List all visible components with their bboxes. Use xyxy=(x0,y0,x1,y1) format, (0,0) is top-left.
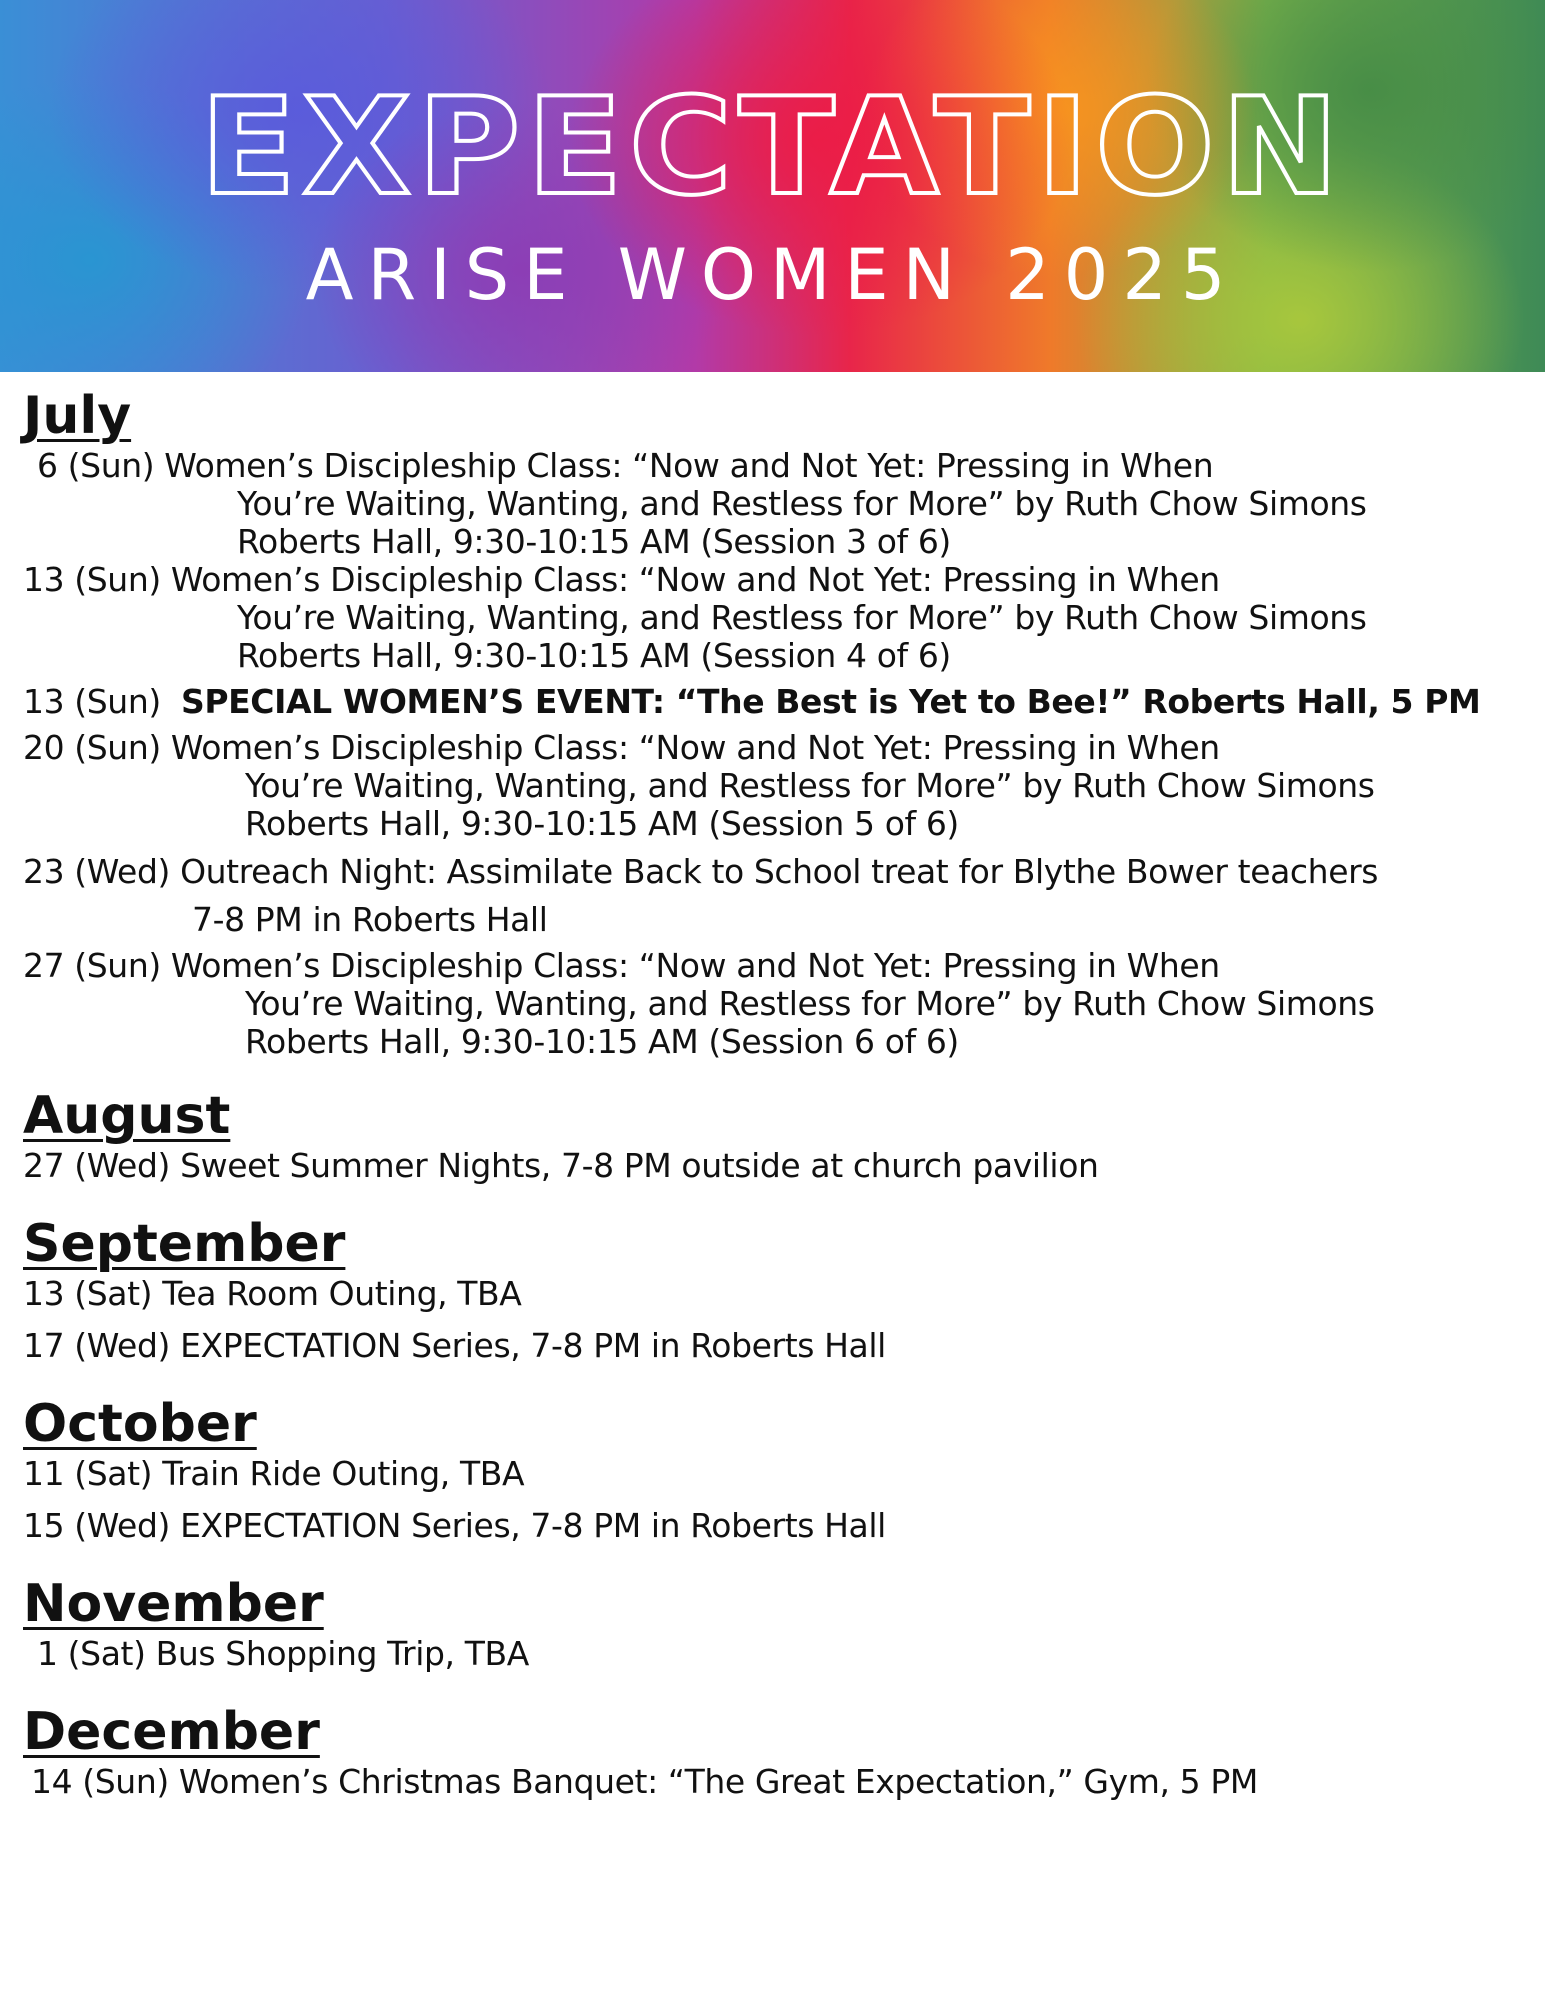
banner-title: EXPECTATION xyxy=(199,69,1346,225)
month-heading-august: August xyxy=(23,1086,231,1146)
event-line: Roberts Hall, 9:30-10:15 AM (Session 3 of 6) xyxy=(237,522,951,561)
event-line: Roberts Hall, 9:30-10:15 AM (Session 4 of 6) xyxy=(237,636,951,675)
event-line: 17 (Wed) EXPECTATION Series, 7-8 PM in Roberts Hall xyxy=(23,1326,886,1365)
month-heading-december: December xyxy=(23,1702,320,1762)
special-event-date: 13 (Sun) xyxy=(23,682,161,721)
event-line: You’re Waiting, Wanting, and Restless for More” by Ruth Chow Simons xyxy=(237,598,1367,637)
month-heading-july: July xyxy=(23,386,132,446)
event-line: 13 (Sat) Tea Room Outing, TBA xyxy=(23,1274,522,1313)
event-line: 15 (Wed) EXPECTATION Series, 7-8 PM in Roberts Hall xyxy=(23,1506,886,1545)
event-line: You’re Waiting, Wanting, and Restless for More” by Ruth Chow Simons xyxy=(245,984,1375,1023)
month-heading-november: November xyxy=(23,1574,324,1634)
event-line: 20 (Sun) Women’s Discipleship Class: “Now and Not Yet: Pressing in When xyxy=(23,728,1220,767)
event-line: 27 (Wed) Sweet Summer Nights, 7-8 PM outside at church pavilion xyxy=(23,1146,1099,1185)
event-line: 13 (Sun) Women’s Discipleship Class: “Now and Not Yet: Pressing in When xyxy=(23,560,1220,599)
event-line: 14 (Sun) Women’s Christmas Banquet: “The Great Expectation,” Gym, 5 PM xyxy=(31,1762,1258,1801)
header-banner xyxy=(0,0,1545,372)
event-line: 23 (Wed) Outreach Night: Assimilate Back to School treat for Blythe Bower teachers xyxy=(23,852,1379,891)
special-event-line xyxy=(23,683,1528,721)
event-line: You’re Waiting, Wanting, and Restless for More” by Ruth Chow Simons xyxy=(245,766,1375,805)
event-line: 1 (Sat) Bus Shopping Trip, TBA xyxy=(37,1634,529,1673)
event-line: 11 (Sat) Train Ride Outing, TBA xyxy=(23,1454,525,1493)
special-event-title: SPECIAL WOMEN’S EVENT: “The Best is Yet to Bee!” Roberts Hall, 5 PM xyxy=(181,682,1481,721)
month-heading-september: September xyxy=(23,1214,346,1274)
month-heading-october: October xyxy=(23,1394,257,1454)
calendar-content xyxy=(23,385,1528,1801)
event-line: 7-8 PM in Roberts Hall xyxy=(192,900,548,939)
event-line: 6 (Sun) Women’s Discipleship Class: “Now and Not Yet: Pressing in When xyxy=(37,446,1214,485)
event-line: You’re Waiting, Wanting, and Restless for More” by Ruth Chow Simons xyxy=(237,484,1367,523)
event-line: Roberts Hall, 9:30-10:15 AM (Session 5 of 6) xyxy=(245,804,959,843)
event-line: Roberts Hall, 9:30-10:15 AM (Session 6 of 6) xyxy=(245,1022,959,1061)
banner-subtitle: ARISE WOMEN 2025 xyxy=(305,234,1240,316)
event-line: 27 (Sun) Women’s Discipleship Class: “Now and Not Yet: Pressing in When xyxy=(23,946,1220,985)
